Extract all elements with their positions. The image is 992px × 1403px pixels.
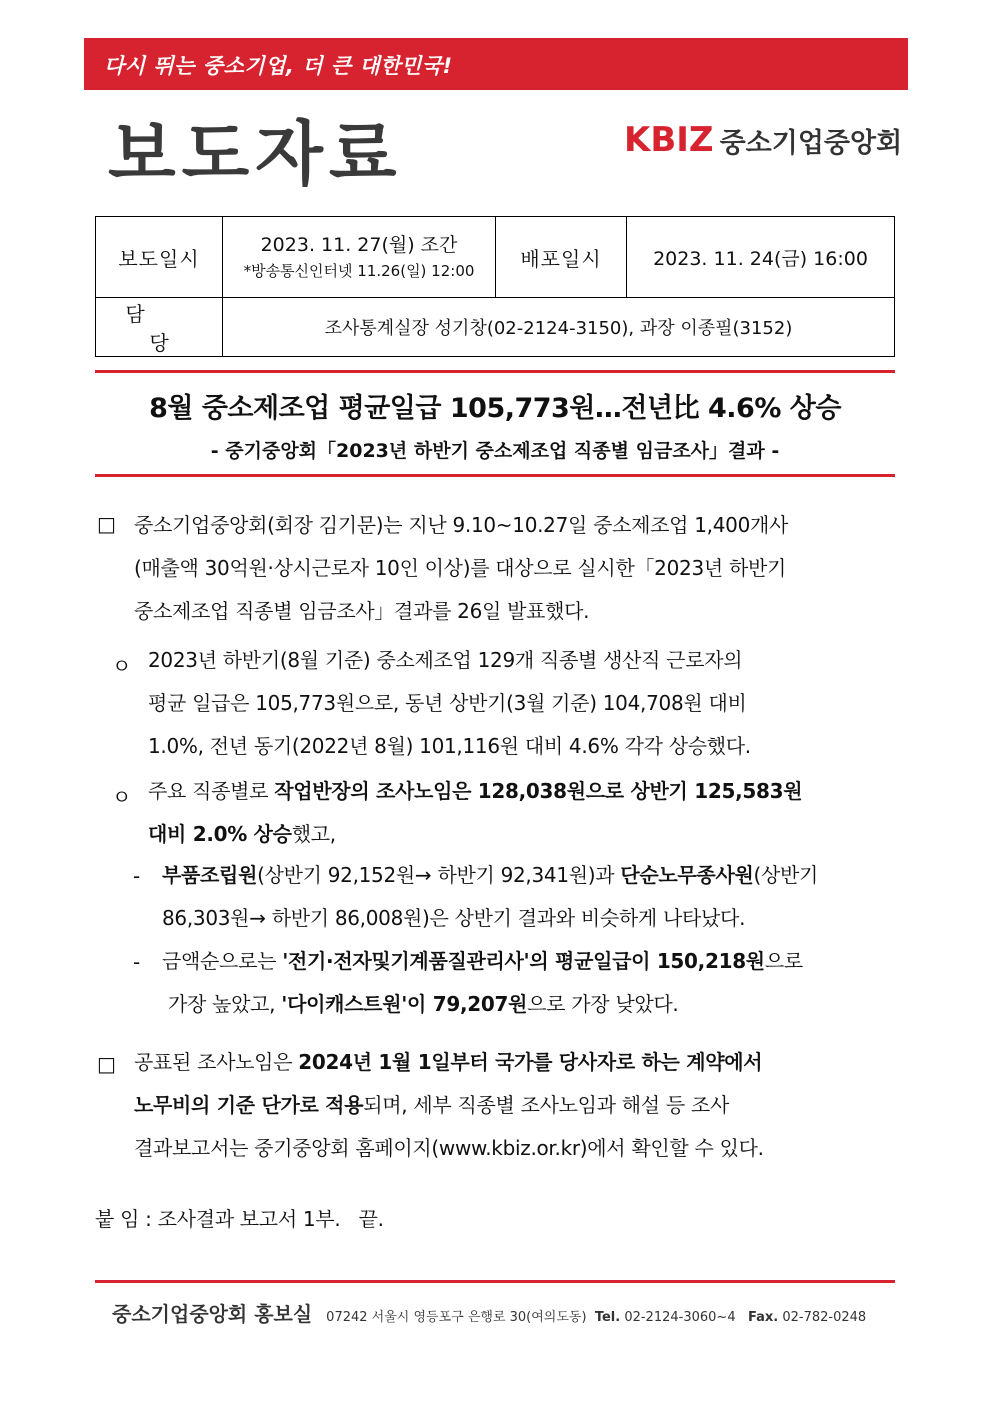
kbiz-logo <box>624 118 902 162</box>
attachment-note: 붙 임 : 조사결과 보고서 1부. 끝. <box>95 1207 384 1231</box>
slogan-banner <box>84 38 908 90</box>
section-bullet: □ <box>97 512 116 536</box>
logo-brand: KBIZ <box>624 120 714 160</box>
bold-span: 2024년 1월 1일부터 국가를 당사자로 하는 계약에서 <box>298 1050 763 1074</box>
bold-span: 단순노무종사원 <box>620 863 754 887</box>
contact-value: 조사통계실장 성기창(02-2124-3150), 과장 이종필(3152) <box>223 298 895 357</box>
text-line: 86,303원→ 하반기 86,008원)은 상반기 결과와 비슷하게 나타났다. <box>162 906 746 930</box>
footer-rule <box>95 1280 895 1283</box>
bold-span: 대비 2.0% 상승 <box>148 822 292 846</box>
text-span: 으로 가장 낮았다. <box>527 992 679 1016</box>
headline: 8월 중소제조업 평균일급 105,773원…전년比 4.6% 상승 <box>149 393 841 424</box>
sub-bullet: ㅇ <box>112 785 132 809</box>
section-bullet: □ <box>97 1052 116 1076</box>
bold-span: 작업반장의 조사노임은 128,038원으로 상반기 125,583원 <box>274 779 803 803</box>
text-span: 주요 직종별로 <box>148 779 275 803</box>
slogan-text: 다시 뛰는 중소기업, 더 큰 대한민국! <box>104 54 453 78</box>
text-line: (매출액 30억원·상시근로자 10인 이상)를 대상으로 실시한「2023년 하반기 <box>134 556 787 580</box>
footer-address: 07242 서울시 영등포구 은행로 30(여의도동) <box>326 1310 587 1325</box>
text-line: 중소기업중앙회(회장 김기문)는 지난 9.10~10.27일 중소제조업 1,400개사 <box>134 513 789 537</box>
footer-tel: 02-2124-3060~4 <box>624 1310 736 1325</box>
footer-fax-label: Fax. <box>748 1310 779 1325</box>
release-info-table <box>95 216 895 357</box>
logo-name: 중소기업중앙회 <box>719 127 903 159</box>
paragraph-4 <box>162 854 818 940</box>
paragraph-2 <box>148 639 751 768</box>
release-broadcast: *방송통신인터넷 11.26(일) 12:00 <box>243 262 475 280</box>
text-line: 중소제조업 직종별 임금조사」결과를 26일 발표했다. <box>134 599 590 623</box>
footer <box>112 1298 866 1327</box>
release-date: 2023. 11. 27(월) 조간 <box>260 234 458 256</box>
headline-bottom-rule <box>95 474 895 477</box>
text-span: 공표된 조사노임은 <box>134 1050 299 1074</box>
dash-bullet: - <box>133 864 141 888</box>
dash-bullet: - <box>133 950 141 974</box>
distribute-date: 2023. 11. 24(금) 16:00 <box>627 217 895 298</box>
footer-org: 중소기업중앙회 홍보실 <box>112 1302 313 1326</box>
paragraph-5 <box>162 940 803 1026</box>
distribute-label: 배포일시 <box>496 217 627 298</box>
bold-span: 부품조립원 <box>162 863 258 887</box>
text-line: 1.0%, 전년 동기(2022년 8월) 101,116원 대비 4.6% 각각 상승했다. <box>148 734 751 758</box>
text-span: 금액순으로는 <box>162 949 283 973</box>
text-span: 되며, 세부 직종별 조사노임과 해설 등 조사 <box>363 1093 729 1117</box>
text-line: 결과보고서는 중기중앙회 홈페이지(www.kbiz.or.kr)에서 확인할 수 있다. <box>134 1136 764 1160</box>
text-span: (상반기 92,152원→ 하반기 92,341원)과 <box>257 863 621 887</box>
text-line: 2023년 하반기(8월 기준) 중소제조업 129개 직종별 생산직 근로자의 <box>148 648 743 672</box>
subheadline: - 중기중앙회「2023년 하반기 중소제조업 직종별 임금조사」결과 - <box>210 440 780 462</box>
contact-label: 담당 <box>96 298 223 357</box>
footer-contact <box>326 1306 866 1325</box>
headline-top-rule <box>95 370 895 373</box>
sub-bullet: ㅇ <box>112 654 132 678</box>
release-label: 보도일시 <box>96 217 223 298</box>
page-title: 보도자료 <box>108 113 403 195</box>
paragraph-6 <box>134 1041 764 1170</box>
footer-fax: 02-782-0248 <box>782 1310 867 1325</box>
footer-tel-label: Tel. <box>594 1310 621 1325</box>
bold-span: '다이캐스트원'이 79,207원 <box>281 992 528 1016</box>
release-date-cell <box>223 217 496 298</box>
text-span: 으로 <box>764 949 803 973</box>
text-span: (상반기 <box>753 863 819 887</box>
bold-span: '전기·전자및기계품질관리사'의 평균일급이 150,218원 <box>282 949 765 973</box>
bold-span: 노무비의 기준 단가로 적용 <box>134 1093 364 1117</box>
paragraph-1 <box>134 504 788 633</box>
text-span: 했고, <box>291 822 336 846</box>
paragraph-3 <box>148 770 802 856</box>
text-line: 평균 일급은 105,773원으로, 동년 상반기(3월 기준) 104,708원 대비 <box>148 691 747 715</box>
text-span: 가장 높았고, <box>168 992 282 1016</box>
